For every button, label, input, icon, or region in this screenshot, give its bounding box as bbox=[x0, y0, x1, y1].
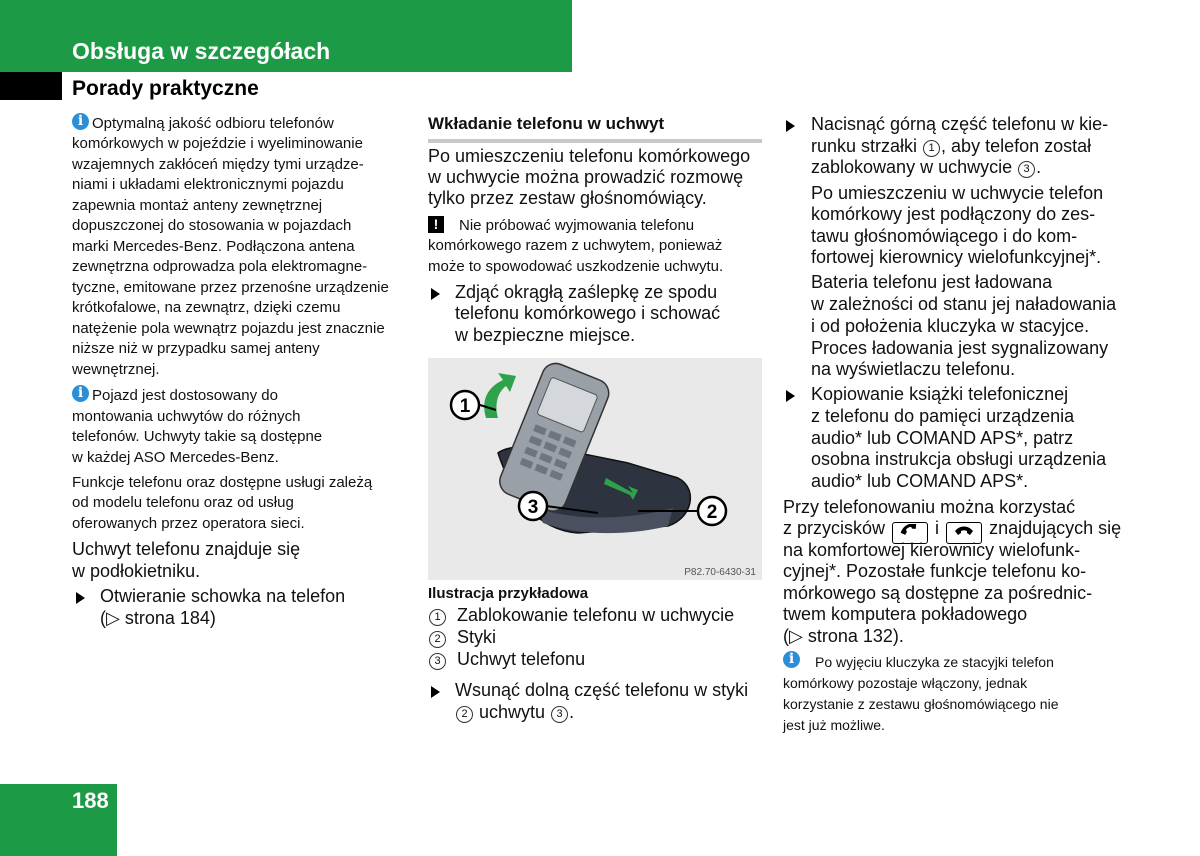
legend-text: Zablokowanie telefonu w uchwycie bbox=[457, 605, 735, 625]
text-line: Wsunąć dolną część telefonu w styki bbox=[455, 680, 749, 700]
page-reference-link[interactable]: (▷ strona 184) bbox=[100, 608, 216, 628]
text-line: wzajemnych zakłóceń między tymi urządze- bbox=[72, 156, 364, 173]
text-fragment: z przycisków bbox=[783, 518, 886, 538]
text-line: mórkowego są dostępne za pośrednic- bbox=[783, 583, 1093, 603]
bullet-arrow-icon bbox=[786, 390, 795, 402]
section-marker bbox=[0, 72, 62, 100]
phone-holder-drawing bbox=[428, 358, 762, 580]
info-icon: i bbox=[72, 113, 89, 130]
text-line: cyjnej*. Pozostałe funkcje telefonu ko- bbox=[783, 561, 1087, 581]
phone-holder-illustration bbox=[428, 358, 762, 580]
text-line: tylko przez zestaw głośnomówiący. bbox=[428, 188, 707, 208]
text-line: telefonu komórkowego i schować bbox=[455, 303, 721, 323]
text-line: Uchwyt telefonu znajduje się bbox=[72, 539, 301, 559]
text-line: w uchwycie można prowadzić rozmowę bbox=[428, 167, 744, 187]
text-line: w zależności od stanu jej naładowania bbox=[811, 294, 1117, 314]
text-line: niższe niż w przypadku samej anteny bbox=[72, 340, 320, 357]
text-fragment: . bbox=[569, 702, 575, 722]
legend-number: 2 bbox=[429, 631, 446, 648]
legend-number: 3 bbox=[429, 653, 446, 670]
callout-2: 2 bbox=[706, 502, 718, 523]
text-line: dopuszczonej do stosowania w pojazdach bbox=[72, 217, 352, 234]
text-line bbox=[455, 701, 574, 723]
text-line: Optymalną jakość odbioru telefonów bbox=[92, 115, 334, 132]
legend-number: 1 bbox=[429, 609, 446, 626]
text-line: w bezpieczne miejsce. bbox=[455, 325, 636, 345]
info-icon: i bbox=[783, 651, 800, 668]
text-line: Zdjąć okrągłą zaślepkę ze spodu bbox=[455, 282, 718, 302]
text-line bbox=[811, 135, 1091, 157]
text-line bbox=[811, 156, 1041, 178]
legend-text: Uchwyt telefonu bbox=[457, 649, 586, 669]
page-reference-link[interactable]: (▷ strona 132). bbox=[783, 626, 904, 646]
bullet-arrow-icon bbox=[76, 592, 85, 604]
info-icon: i bbox=[72, 385, 89, 402]
text-line: komórkowy pozostaje włączony, jednak bbox=[783, 675, 1028, 691]
callout-3: 3 bbox=[527, 497, 539, 518]
ref-number: 3 bbox=[551, 706, 568, 723]
ref-number: 3 bbox=[1018, 161, 1035, 178]
text-line: Funkcje telefonu oraz dostępne usługi zależą bbox=[72, 474, 373, 491]
text-line: montowania uchwytów do różnych bbox=[72, 408, 301, 425]
ref-number: 2 bbox=[456, 706, 473, 723]
illustration-caption: Ilustracja przykładowa bbox=[428, 585, 589, 602]
section-heading: Wkładanie telefonu w uchwyt bbox=[428, 114, 665, 133]
text-line: Pojazd jest dostosowany do bbox=[92, 387, 278, 404]
text-line: audio* lub COMAND APS*. bbox=[811, 471, 1029, 491]
text-line: Nie próbować wyjmowania telefonu bbox=[459, 217, 695, 234]
text-line: jest już możliwe. bbox=[783, 717, 885, 733]
text-line: z telefonu do pamięci urządzenia bbox=[811, 406, 1075, 426]
text-line: Proces ładowania jest sygnalizowany bbox=[811, 338, 1109, 358]
section-title: Porady praktyczne bbox=[72, 77, 259, 100]
text-line: na wyświetlaczu telefonu. bbox=[811, 359, 1016, 379]
text-fragment: . bbox=[1036, 157, 1042, 177]
text-line: korzystanie z zestawu głośnomówiącego nie bbox=[783, 696, 1059, 712]
text-line: od modelu telefonu oraz od usług bbox=[72, 494, 294, 511]
text-fragment: , aby telefon został bbox=[941, 136, 1092, 156]
warning-icon: ! bbox=[428, 216, 444, 233]
text-line: może to spowodować uszkodzenie uchwytu. bbox=[428, 258, 724, 275]
text-fragment: runku strzałki bbox=[811, 136, 918, 156]
legend-text: Styki bbox=[457, 627, 497, 647]
text-line: zapewnia montaż anteny zewnętrznej bbox=[72, 197, 323, 214]
text-line: Po wyjęciu kluczyka ze stacyjki telefon bbox=[815, 654, 1054, 670]
text-fragment: zablokowany w uchwycie bbox=[811, 157, 1013, 177]
text-line: Otwieranie schowka na telefon bbox=[100, 586, 346, 606]
text-line: Kopiowanie książki telefonicznej bbox=[811, 384, 1069, 404]
text-fragment: uchwytu bbox=[479, 702, 546, 722]
bullet-arrow-icon bbox=[431, 288, 440, 300]
text-line: na komfortowej kierownicy wielofunk- bbox=[783, 540, 1081, 560]
text-line: komórkowego razem z uchwytem, ponieważ bbox=[428, 237, 723, 254]
text-line: niami i układami elektronicznymi pojazdu bbox=[72, 176, 344, 193]
text-line: marki Mercedes-Benz. Podłączona antena bbox=[72, 238, 355, 255]
text-line: twem komputera pokładowego bbox=[783, 604, 1028, 624]
text-line: Bateria telefonu jest ładowana bbox=[811, 272, 1053, 292]
text-line: Po umieszczeniu telefonu komórkowego bbox=[428, 146, 751, 166]
legend-item bbox=[428, 604, 734, 626]
text-line: telefonów. Uchwyty takie są dostępne bbox=[72, 428, 323, 445]
legend-item bbox=[428, 626, 496, 648]
text-line: fortowej kierownicy wielofunkcyjnej*. bbox=[811, 247, 1102, 267]
text-line: tyczne, emitowane przez przenośne urządzenie bbox=[72, 279, 389, 296]
text-line: w podłokietniku. bbox=[72, 561, 201, 581]
text-line: Nacisnąć górną część telefonu w kie- bbox=[811, 114, 1109, 134]
text-fragment: i bbox=[935, 518, 940, 538]
illustration-code: P82.70-6430-31 bbox=[684, 567, 756, 578]
text-line: audio* lub COMAND APS*, patrz bbox=[811, 428, 1074, 448]
text-line: i od położenia kluczyka w stacyjce. bbox=[811, 316, 1090, 336]
text-line: krótkofalowe, na zewnątrz, dzięki czemu bbox=[72, 299, 341, 316]
text-line: w każdej ASO Mercedes-Benz. bbox=[72, 449, 279, 466]
text-line: oferowanych przez operatora sieci. bbox=[72, 515, 305, 532]
text-line: natężenie pola wewnątrz pojazdu jest znacznie bbox=[72, 320, 385, 337]
text-line: Przy telefonowaniu można korzystać bbox=[783, 497, 1076, 517]
bullet-arrow-icon bbox=[431, 686, 440, 698]
callout-1: 1 bbox=[459, 396, 471, 417]
text-fragment: znajdujących się bbox=[989, 518, 1122, 538]
text-line: komórkowy jest podłączony do zes- bbox=[811, 204, 1096, 224]
text-line: Po umieszczeniu w uchwycie telefon bbox=[811, 183, 1104, 203]
ref-number: 1 bbox=[923, 140, 940, 157]
page-number: 188 bbox=[72, 788, 109, 813]
heading-rule bbox=[428, 139, 762, 143]
text-line: komórkowych w pojeździe i wyeliminowanie bbox=[72, 135, 363, 152]
chapter-title: Obsługa w szczegółach bbox=[72, 38, 331, 64]
text-line: zewnętrzna odprowadza pola elektromagne- bbox=[72, 258, 368, 275]
bullet-arrow-icon bbox=[786, 120, 795, 132]
text-line: tawu głośnomówiącego i do kom- bbox=[811, 226, 1078, 246]
text-line: osobna instrukcja obsługi urządzenia bbox=[811, 449, 1107, 469]
legend-item bbox=[428, 648, 585, 670]
text-line: wewnętrznej. bbox=[72, 361, 160, 378]
